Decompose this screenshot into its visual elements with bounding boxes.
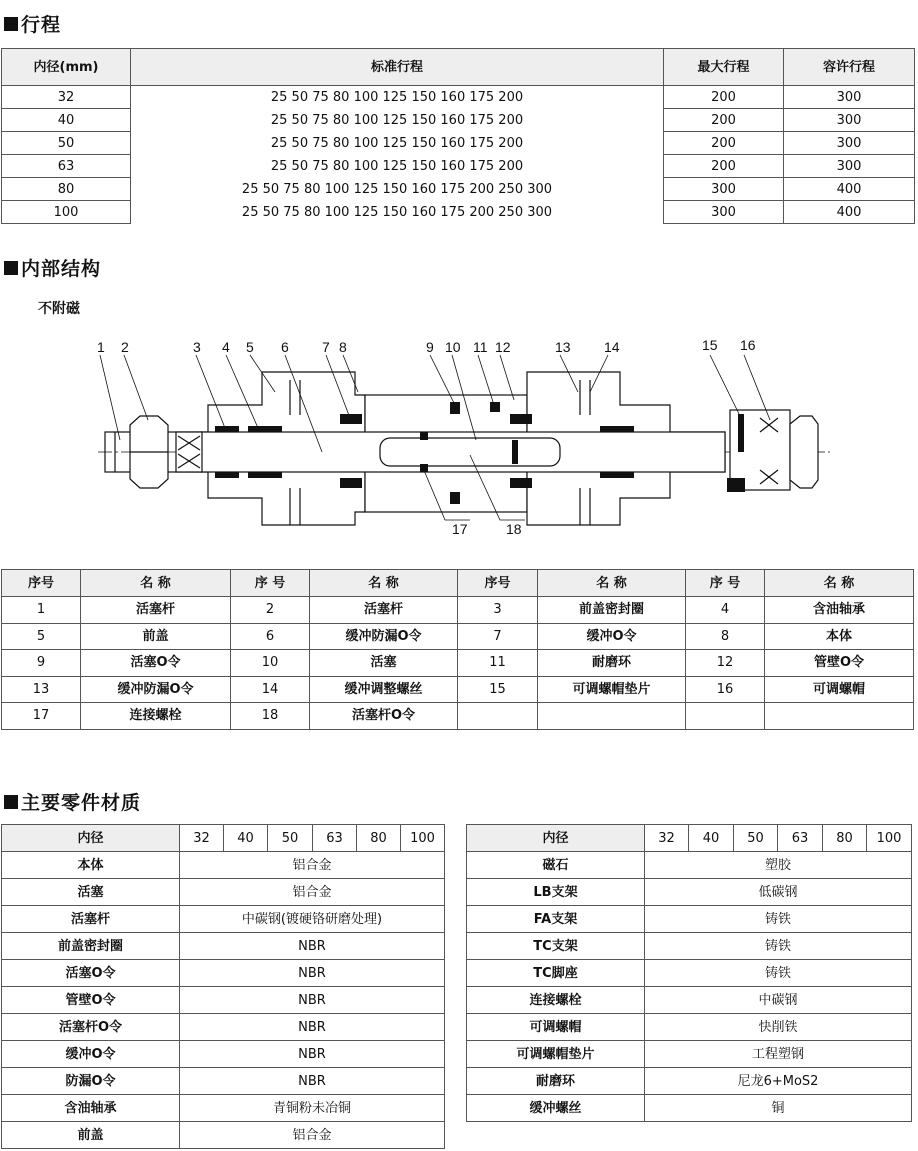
diagram-callout-label: 15 bbox=[702, 337, 718, 353]
part-name-cell: 管壁O令 bbox=[765, 650, 914, 677]
part-number-cell: 13 bbox=[2, 676, 81, 703]
materials-material-cell: 铝合金 bbox=[180, 879, 445, 906]
diagram-callout-label: 6 bbox=[281, 339, 289, 355]
stroke-bore-cell: 100 bbox=[2, 201, 131, 224]
materials-material-cell: 铝合金 bbox=[180, 1122, 445, 1149]
parts-header-cell: 序 号 bbox=[231, 570, 310, 597]
part-number-cell: 16 bbox=[686, 676, 765, 703]
stroke-header-bore: 内径(mm) bbox=[2, 49, 131, 86]
table-row bbox=[2, 132, 915, 155]
diagram-callout-label: 5 bbox=[246, 339, 254, 355]
materials-bore-header: 100 bbox=[867, 825, 912, 852]
table-row bbox=[467, 879, 912, 906]
stroke-standard-cell: 25 50 75 80 100 125 150 160 175 200 250 300 bbox=[131, 201, 664, 224]
stroke-header-allow: 容许行程 bbox=[784, 49, 915, 86]
part-name-cell: 可调螺帽垫片 bbox=[538, 676, 686, 703]
part-number-cell: 17 bbox=[2, 703, 81, 730]
table-row bbox=[2, 1014, 445, 1041]
table-row bbox=[2, 987, 445, 1014]
table-row bbox=[467, 1095, 912, 1122]
part-number-cell: 10 bbox=[231, 650, 310, 677]
stroke-table bbox=[1, 48, 915, 224]
table-row bbox=[2, 178, 915, 201]
materials-part-cell: 活塞杆O令 bbox=[2, 1014, 180, 1041]
part-number-cell: 2 bbox=[231, 597, 310, 624]
materials-bore-header: 32 bbox=[180, 825, 224, 852]
part-name-cell: 活塞杆O令 bbox=[310, 703, 458, 730]
materials-part-cell: TC支架 bbox=[467, 933, 645, 960]
cylinder-cross-section-diagram bbox=[0, 330, 918, 540]
materials-bore-header: 80 bbox=[823, 825, 867, 852]
part-name-cell: 耐磨环 bbox=[538, 650, 686, 677]
table-row bbox=[467, 1041, 912, 1068]
part-number-cell: 12 bbox=[686, 650, 765, 677]
table-row bbox=[2, 86, 915, 109]
part-name-cell: 活塞 bbox=[310, 650, 458, 677]
diagram-callout-label: 4 bbox=[222, 339, 230, 355]
materials-material-cell: NBR bbox=[180, 933, 445, 960]
part-number-cell: 3 bbox=[458, 597, 538, 624]
table-row bbox=[2, 879, 445, 906]
parts-header-cell: 序号 bbox=[458, 570, 538, 597]
part-number-cell bbox=[458, 703, 538, 730]
part-name-cell: 活塞O令 bbox=[81, 650, 231, 677]
parts-header-cell: 名 称 bbox=[81, 570, 231, 597]
diagram-callout-label: 1 bbox=[97, 339, 105, 355]
part-name-cell: 缓冲调整螺丝 bbox=[310, 676, 458, 703]
diagram-callout-label: 2 bbox=[121, 339, 129, 355]
diagram-callout-label: 10 bbox=[445, 339, 461, 355]
part-name-cell: 可调螺帽 bbox=[765, 676, 914, 703]
materials-part-cell: 含油轴承 bbox=[2, 1095, 180, 1122]
materials-header-label: 内径 bbox=[2, 825, 180, 852]
materials-material-cell: 铜 bbox=[645, 1095, 912, 1122]
stroke-max-cell: 200 bbox=[664, 86, 784, 109]
materials-part-cell: 前盖密封圈 bbox=[2, 933, 180, 960]
parts-header-cell: 序号 bbox=[2, 570, 81, 597]
table-row bbox=[2, 1122, 445, 1149]
materials-part-cell: 活塞O令 bbox=[2, 960, 180, 987]
materials-table-right bbox=[466, 824, 912, 1122]
materials-material-cell: 快削铁 bbox=[645, 1014, 912, 1041]
stroke-section-title bbox=[4, 10, 61, 37]
materials-bore-header: 50 bbox=[734, 825, 778, 852]
materials-bore-header: 40 bbox=[689, 825, 734, 852]
materials-material-cell: NBR bbox=[180, 1041, 445, 1068]
table-row bbox=[2, 155, 915, 178]
stroke-header-max: 最大行程 bbox=[664, 49, 784, 86]
square-bullet-icon bbox=[4, 261, 18, 275]
table-row bbox=[2, 597, 914, 624]
structure-section-title bbox=[4, 254, 101, 281]
part-number-cell: 9 bbox=[2, 650, 81, 677]
materials-part-cell: 耐磨环 bbox=[467, 1068, 645, 1095]
stroke-max-cell: 300 bbox=[664, 178, 784, 201]
part-number-cell: 15 bbox=[458, 676, 538, 703]
parts-table bbox=[1, 569, 914, 730]
stroke-standard-cell: 25 50 75 80 100 125 150 160 175 200 bbox=[131, 132, 664, 155]
stroke-title-text: 行程 bbox=[21, 14, 62, 36]
materials-table-left bbox=[1, 824, 445, 1149]
materials-part-cell: 前盖 bbox=[2, 1122, 180, 1149]
part-name-cell bbox=[538, 703, 686, 730]
stroke-header-standard: 标准行程 bbox=[131, 49, 664, 86]
stroke-allow-cell: 300 bbox=[784, 132, 915, 155]
stroke-standard-cell: 25 50 75 80 100 125 150 160 175 200 250 300 bbox=[131, 178, 664, 201]
diagram-callout-label: 8 bbox=[339, 339, 347, 355]
materials-bore-header: 80 bbox=[357, 825, 401, 852]
table-row bbox=[467, 852, 912, 879]
materials-material-cell: 铸铁 bbox=[645, 960, 912, 987]
stroke-allow-cell: 300 bbox=[784, 86, 915, 109]
stroke-bore-cell: 50 bbox=[2, 132, 131, 155]
materials-material-cell: NBR bbox=[180, 987, 445, 1014]
table-row bbox=[467, 933, 912, 960]
part-name-cell: 连接螺栓 bbox=[81, 703, 231, 730]
parts-header-cell: 名 称 bbox=[310, 570, 458, 597]
table-row bbox=[2, 1095, 445, 1122]
table-row bbox=[2, 1041, 445, 1068]
diagram-callout-label: 9 bbox=[426, 339, 434, 355]
part-name-cell: 缓冲O令 bbox=[538, 623, 686, 650]
table-row bbox=[467, 1014, 912, 1041]
parts-header-cell: 名 称 bbox=[765, 570, 914, 597]
structure-title-text: 内部结构 bbox=[21, 258, 102, 280]
table-row bbox=[2, 933, 445, 960]
table-row bbox=[2, 852, 445, 879]
stroke-max-cell: 200 bbox=[664, 155, 784, 178]
materials-bore-header: 63 bbox=[313, 825, 357, 852]
table-row bbox=[467, 960, 912, 987]
materials-bore-header: 100 bbox=[401, 825, 445, 852]
materials-bore-header: 40 bbox=[224, 825, 268, 852]
part-number-cell: 7 bbox=[458, 623, 538, 650]
table-row bbox=[467, 1068, 912, 1095]
part-name-cell: 前盖 bbox=[81, 623, 231, 650]
part-name-cell: 活塞杆 bbox=[81, 597, 231, 624]
diagram-callout-label: 11 bbox=[473, 339, 488, 355]
diagram-callout-label: 12 bbox=[495, 339, 511, 355]
part-name-cell: 含油轴承 bbox=[765, 597, 914, 624]
part-name-cell: 缓冲防漏O令 bbox=[310, 623, 458, 650]
materials-material-cell: NBR bbox=[180, 1068, 445, 1095]
materials-material-cell: 铝合金 bbox=[180, 852, 445, 879]
materials-part-cell: FA支架 bbox=[467, 906, 645, 933]
part-number-cell bbox=[686, 703, 765, 730]
materials-part-cell: 连接螺栓 bbox=[467, 987, 645, 1014]
part-number-cell: 11 bbox=[458, 650, 538, 677]
materials-material-cell: 工程塑钢 bbox=[645, 1041, 912, 1068]
stroke-bore-cell: 32 bbox=[2, 86, 131, 109]
part-number-cell: 14 bbox=[231, 676, 310, 703]
table-row bbox=[467, 906, 912, 933]
materials-part-cell: 磁石 bbox=[467, 852, 645, 879]
part-number-cell: 4 bbox=[686, 597, 765, 624]
materials-section-title bbox=[4, 788, 141, 815]
diagram-callout-label: 16 bbox=[740, 337, 756, 353]
table-row bbox=[2, 650, 914, 677]
materials-part-cell: 活塞杆 bbox=[2, 906, 180, 933]
materials-header-label: 内径 bbox=[467, 825, 645, 852]
diagram-callout-label: 18 bbox=[506, 521, 522, 537]
table-row bbox=[2, 109, 915, 132]
part-number-cell: 6 bbox=[231, 623, 310, 650]
stroke-allow-cell: 300 bbox=[784, 109, 915, 132]
stroke-standard-cell: 25 50 75 80 100 125 150 160 175 200 bbox=[131, 86, 664, 109]
materials-part-cell: LB支架 bbox=[467, 879, 645, 906]
materials-part-cell: TC脚座 bbox=[467, 960, 645, 987]
materials-material-cell: 低碳钢 bbox=[645, 879, 912, 906]
parts-header-cell: 名 称 bbox=[538, 570, 686, 597]
materials-material-cell: 中碳钢(镀硬铬研磨处理) bbox=[180, 906, 445, 933]
stroke-allow-cell: 300 bbox=[784, 155, 915, 178]
stroke-max-cell: 200 bbox=[664, 109, 784, 132]
materials-material-cell: NBR bbox=[180, 960, 445, 987]
materials-material-cell: 塑胶 bbox=[645, 852, 912, 879]
diagram-callout-label: 14 bbox=[604, 339, 620, 355]
materials-material-cell: 青铜粉未冶铜 bbox=[180, 1095, 445, 1122]
table-row bbox=[2, 623, 914, 650]
materials-part-cell: 可调螺帽 bbox=[467, 1014, 645, 1041]
parts-header-cell: 序 号 bbox=[686, 570, 765, 597]
piston-shape bbox=[380, 438, 560, 466]
part-number-cell: 1 bbox=[2, 597, 81, 624]
diagram-callout-label: 3 bbox=[193, 339, 201, 355]
stroke-bore-cell: 63 bbox=[2, 155, 131, 178]
materials-part-cell: 缓冲螺丝 bbox=[467, 1095, 645, 1122]
materials-part-cell: 活塞 bbox=[2, 879, 180, 906]
table-row bbox=[2, 906, 445, 933]
table-row bbox=[2, 201, 915, 224]
part-number-cell: 18 bbox=[231, 703, 310, 730]
part-name-cell: 本体 bbox=[765, 623, 914, 650]
diagram-callout-label: 17 bbox=[452, 521, 468, 537]
materials-part-cell: 防漏O令 bbox=[2, 1068, 180, 1095]
stroke-bore-cell: 40 bbox=[2, 109, 131, 132]
materials-material-cell: NBR bbox=[180, 1014, 445, 1041]
materials-material-cell: 铸铁 bbox=[645, 933, 912, 960]
materials-material-cell: 尼龙6+MoS2 bbox=[645, 1068, 912, 1095]
materials-material-cell: 中碳钢 bbox=[645, 987, 912, 1014]
materials-part-cell: 缓冲O令 bbox=[2, 1041, 180, 1068]
stroke-max-cell: 300 bbox=[664, 201, 784, 224]
materials-part-cell: 本体 bbox=[2, 852, 180, 879]
materials-bore-header: 50 bbox=[268, 825, 313, 852]
stroke-max-cell: 200 bbox=[664, 132, 784, 155]
table-row bbox=[467, 987, 912, 1014]
stroke-allow-cell: 400 bbox=[784, 178, 915, 201]
part-number-cell: 5 bbox=[2, 623, 81, 650]
table-row bbox=[2, 703, 914, 730]
stroke-standard-cell: 25 50 75 80 100 125 150 160 175 200 bbox=[131, 155, 664, 178]
stroke-standard-cell: 25 50 75 80 100 125 150 160 175 200 bbox=[131, 109, 664, 132]
table-row bbox=[2, 676, 914, 703]
part-name-cell: 前盖密封圈 bbox=[538, 597, 686, 624]
part-name-cell bbox=[765, 703, 914, 730]
materials-material-cell: 铸铁 bbox=[645, 906, 912, 933]
part-number-cell: 8 bbox=[686, 623, 765, 650]
square-bullet-icon bbox=[4, 795, 18, 809]
materials-bore-header: 63 bbox=[778, 825, 823, 852]
materials-part-cell: 管壁O令 bbox=[2, 987, 180, 1014]
stroke-allow-cell: 400 bbox=[784, 201, 915, 224]
table-row bbox=[2, 960, 445, 987]
diagram-callout-label: 13 bbox=[555, 339, 571, 355]
diagram-callout-label: 7 bbox=[322, 339, 330, 355]
table-row bbox=[2, 1068, 445, 1095]
square-bullet-icon bbox=[4, 17, 18, 31]
materials-part-cell: 可调螺帽垫片 bbox=[467, 1041, 645, 1068]
part-name-cell: 缓冲防漏O令 bbox=[81, 676, 231, 703]
materials-title-text: 主要零件材质 bbox=[21, 792, 142, 814]
structure-subtitle: 不附磁 bbox=[38, 301, 80, 317]
stroke-bore-cell: 80 bbox=[2, 178, 131, 201]
materials-bore-header: 32 bbox=[645, 825, 689, 852]
part-name-cell: 活塞杆 bbox=[310, 597, 458, 624]
